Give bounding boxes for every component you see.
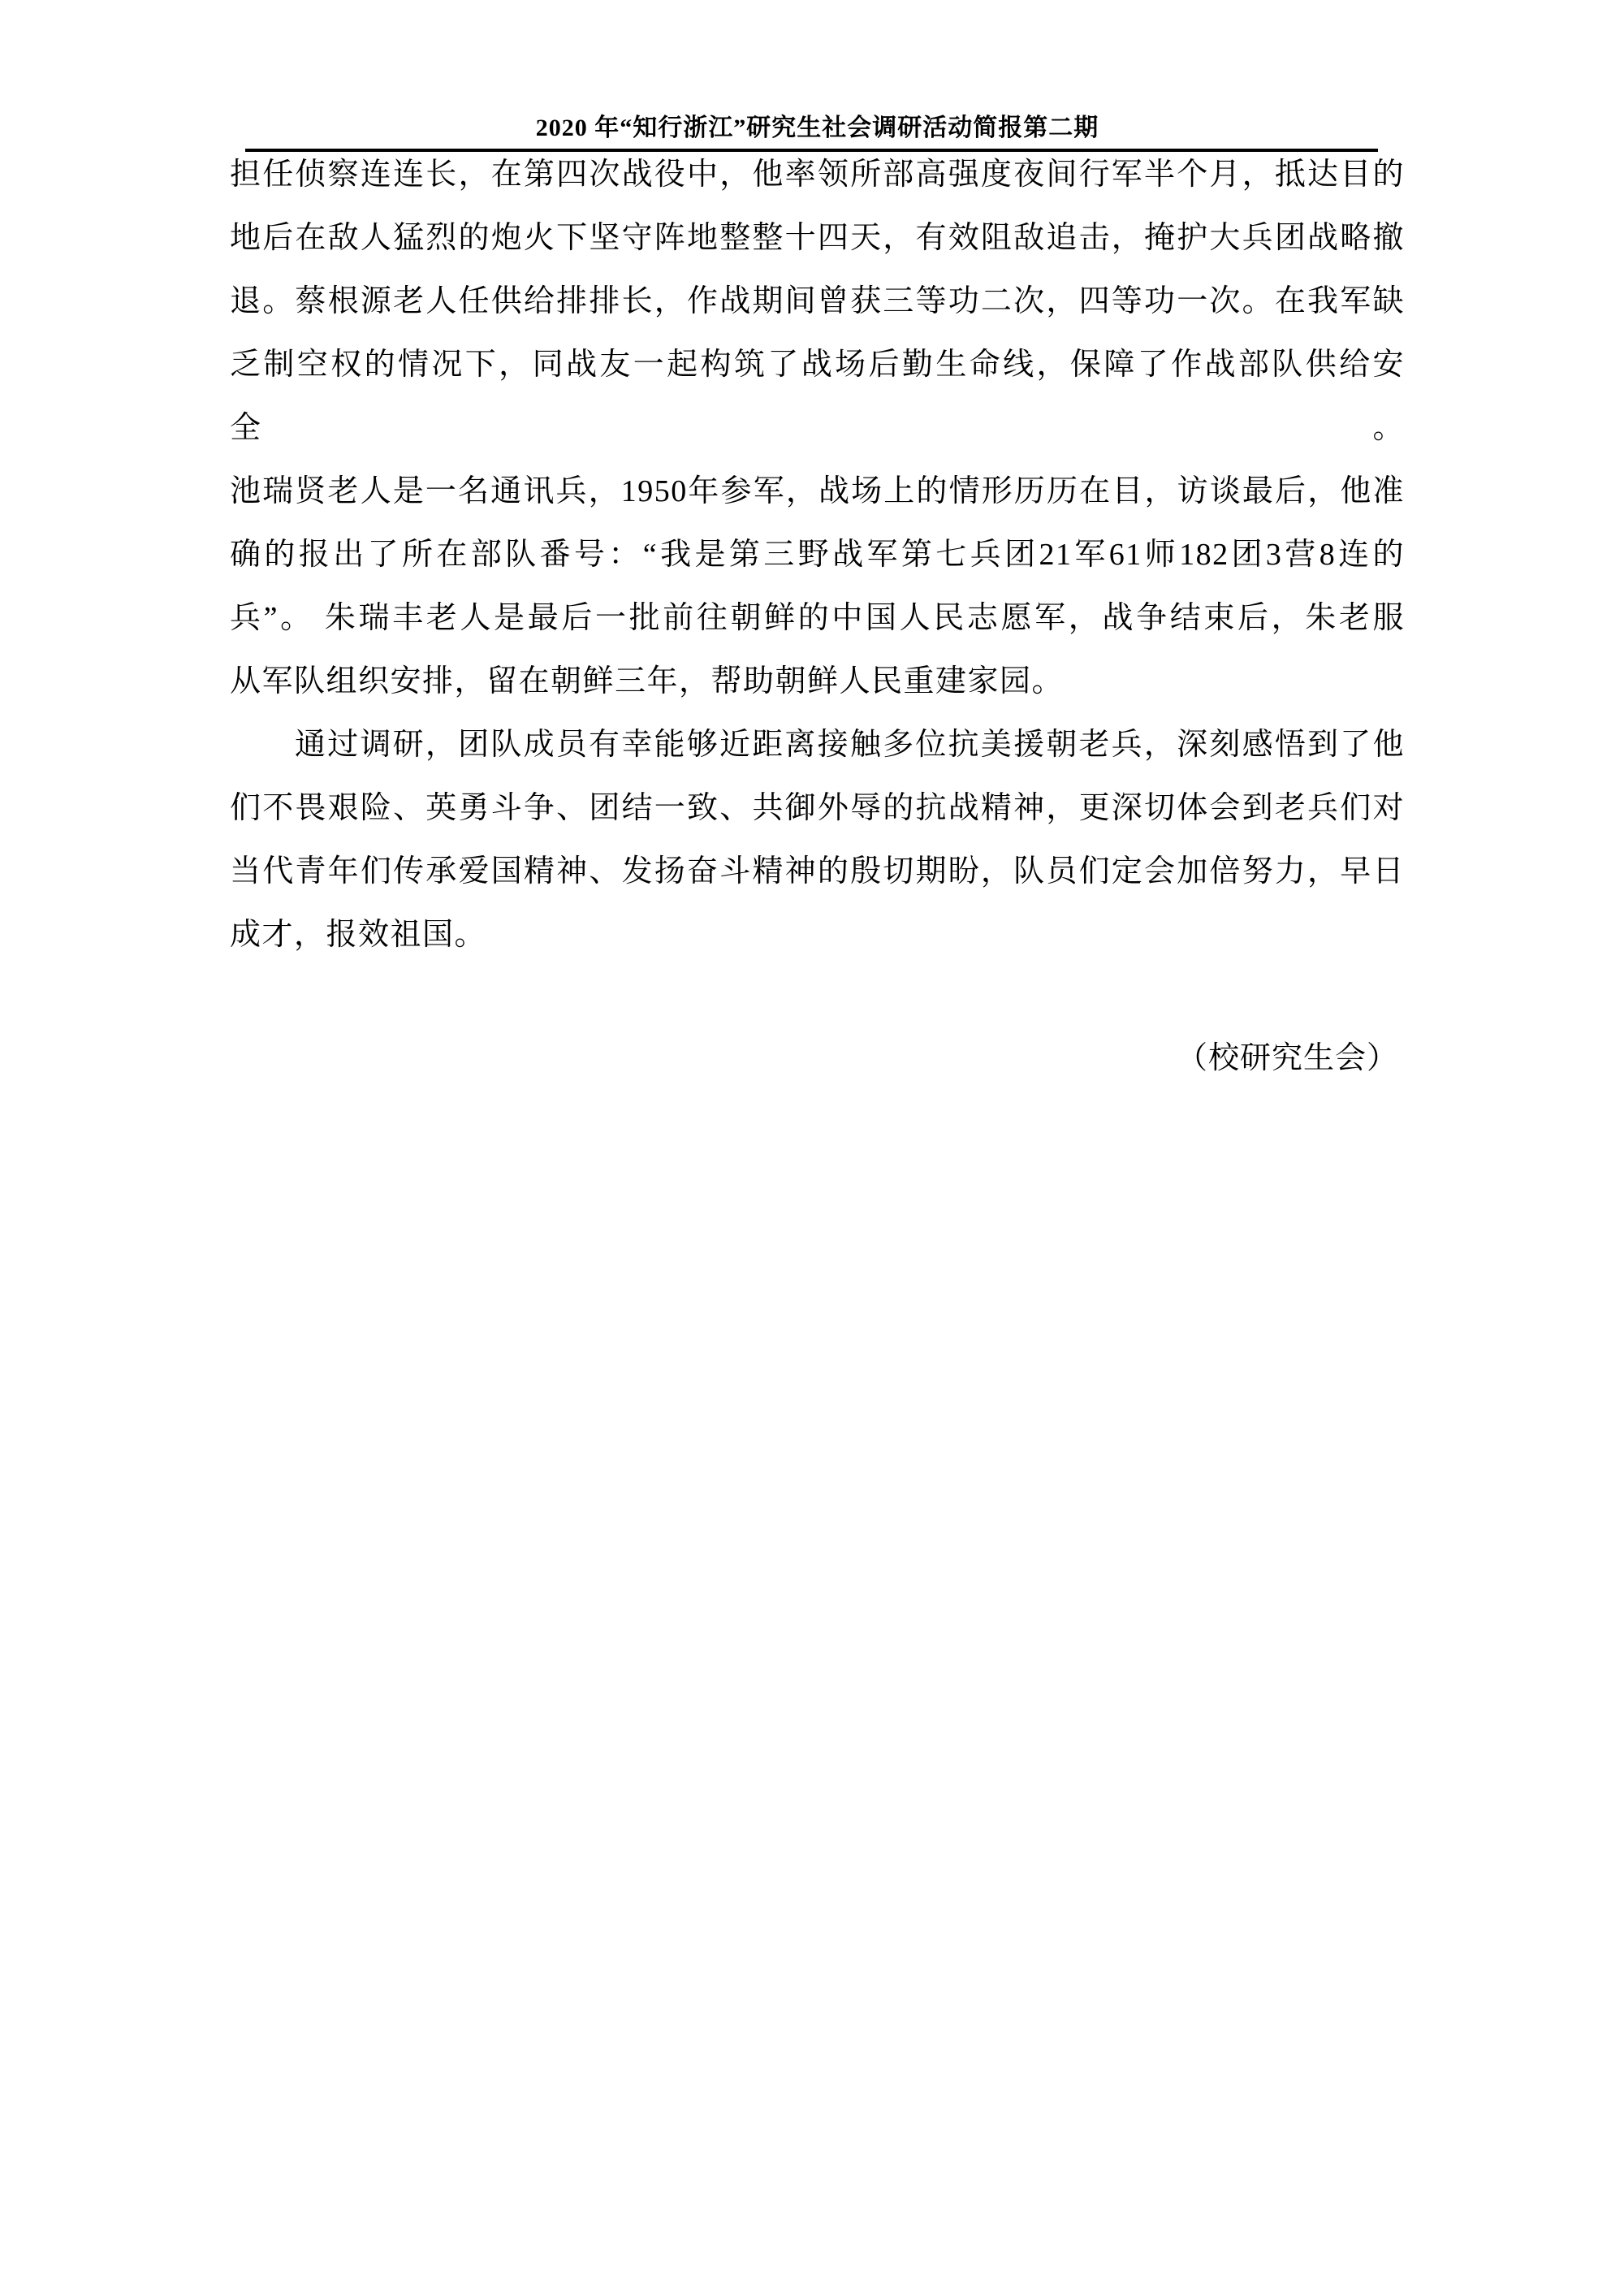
paragraph-2 (230, 713, 1405, 966)
signature-line: （校研究生会） (1176, 1041, 1398, 1075)
body-line: 兵”。 朱瑞丰老人是最后一批前往朝鲜的中国人民志愿军，战争结束后，朱老服 (230, 601, 1405, 635)
body-line: 退。蔡根源老人任供给排排长，作战期间曾获三等功二次，四等功一次。在我军缺 (230, 284, 1405, 318)
body-line: 从军队组织安排，留在朝鲜三年，帮助朝鲜人民重建家园。 (230, 664, 1065, 698)
body-line: 成才，报效祖国。 (230, 918, 487, 952)
body-line: 地后在敌人猛烈的炮火下坚守阵地整整十四天，有效阻敌追击，掩护大兵团战略撤 (230, 221, 1405, 255)
body-line: 当代青年们传承爱国精神、发扬奋斗精神的殷切期盼，队员们定会加倍努力，早日 (230, 854, 1405, 889)
page-header-title: 2020 年“知行浙江”研究生社会调研活动简报第二期 (535, 115, 1099, 141)
body-text (230, 143, 1405, 966)
body-line: 通过调研，团队成员有幸能够近距离接触多位抗美援朝老兵，深刻感悟到了他 (295, 728, 1405, 762)
body-line: 确的报出了所在部队番号：“我是第三野战军第七兵团21军61师182团3营8连的 (230, 538, 1405, 572)
paragraph-1 (230, 143, 1405, 713)
body-line: 们不畏艰险、英勇斗争、团结一致、共御外辱的抗战精神，更深切体会到老兵们对 (230, 791, 1405, 825)
body-line: 乏制空权的情况下，同战友一起构筑了战场后勤生命线，保障了作战部队供给安全。 (230, 348, 1405, 445)
body-line: 担任侦察连连长，在第四次战役中，他率领所部高强度夜间行军半个月，抵达目的 (230, 158, 1405, 192)
body-line: 池瑞贤老人是一名通讯兵，1950年参军，战场上的情形历历在目，访谈最后，他准 (230, 474, 1405, 508)
